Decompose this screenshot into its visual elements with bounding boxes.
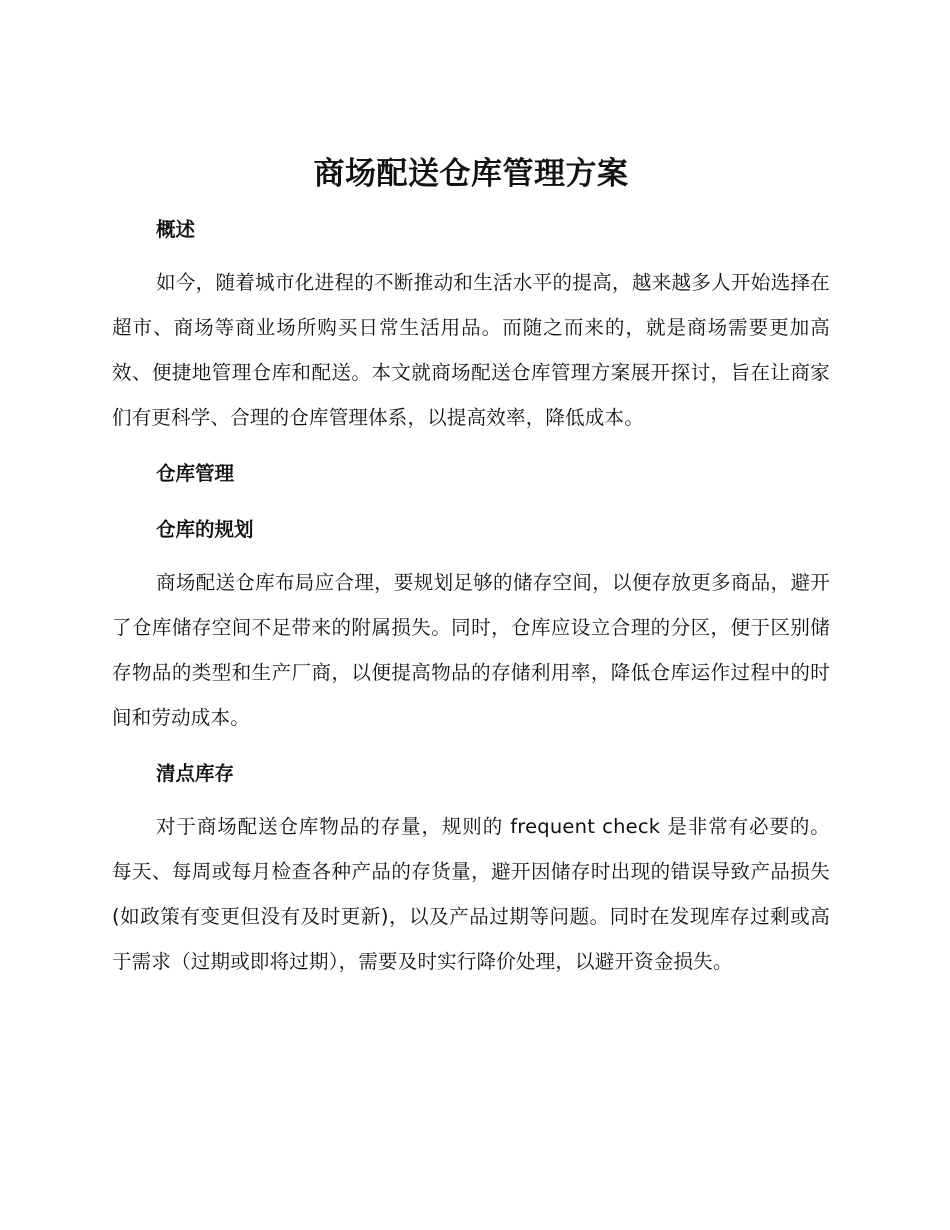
document-title: 商场配送仓库管理方案 [313, 156, 629, 192]
heading-inventory-check: 清点库存 [156, 762, 235, 785]
spacer [112, 796, 830, 804]
spacer [112, 200, 830, 208]
spacer [112, 740, 830, 752]
heading-warehouse-planning: 仓库的规划 [156, 518, 254, 541]
paragraph-overview: 如今，随着城市化进程的不断推动和生活水平的提高，越来越多人开始选择在超市、商场等商业场所购买日常生活用品。而随之而来的，就是商场需要更加高效、便捷地管理仓库和配送。本文就商场配送仓库管理方案展开探讨，旨在让商家们有更科学、合理的仓库管理体系，以提高效率，降低成本。 [112, 271, 830, 429]
document-body [112, 148, 830, 984]
spacer [112, 252, 830, 260]
heading-warehouse-management: 仓库管理 [156, 462, 235, 485]
heading-overview: 概述 [156, 218, 196, 241]
spacer [112, 496, 830, 508]
spacer [112, 440, 830, 452]
spacer [112, 552, 830, 560]
paragraph-inventory-check: 对于商场配送仓库物品的存量，规则的 frequent check 是非常有必要的。每天、每周或每月检查各种产品的存货量，避开因储存时出现的错误导致产品损失(如政策有变更但没有及时更新)，以及产品过期等问题。同时在发现库存过剩或高于需求（过期或即将过期），需要及时实行降价处理，以避开资金损失。 [112, 815, 830, 973]
paragraph-warehouse-planning: 商场配送仓库布局应合理，要规划足够的储存空间，以便存放更多商品，避开了仓库储存空间不足带来的附属损失。同时，仓库应设立合理的分区，便于区别储存物品的类型和生产厂商，以便提高物品的存储利用率，降低仓库运作过程中的时间和劳动成本。 [112, 571, 830, 729]
